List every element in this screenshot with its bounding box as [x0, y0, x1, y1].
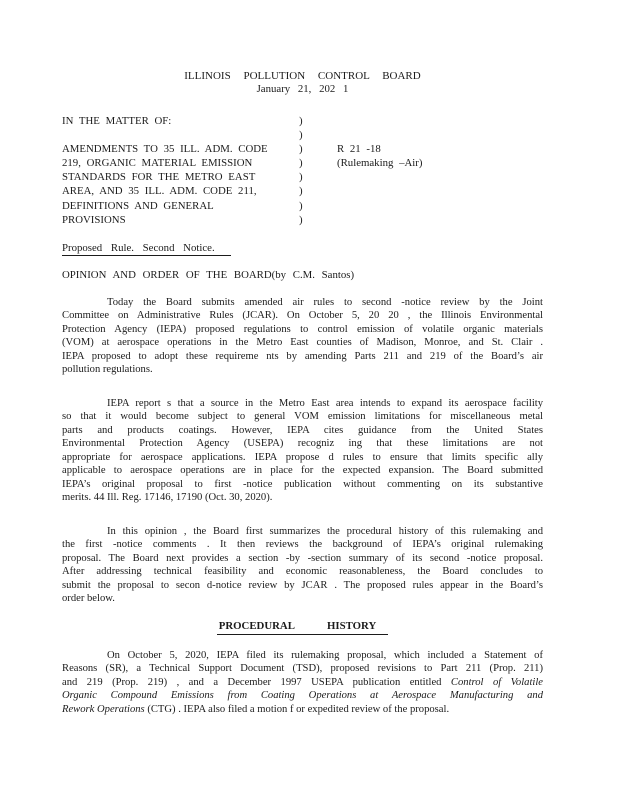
text-segment: submit the proposal to secon d-notice review by JCAR . The proposed rules appear in the Board’s — [62, 579, 543, 591]
intro-paragraphs — [62, 296, 543, 606]
procedural-history-paragraphs — [62, 649, 543, 717]
section-heading: PROCEDURAL HISTORY — [217, 620, 389, 635]
case-caption — [62, 114, 543, 227]
text-segment: proposal. The Board next provides a section -by -section summary of its second -notice proposal. — [62, 552, 543, 564]
notice-type-text: Proposed Rule. Second Notice. — [62, 241, 231, 256]
caption-row — [62, 156, 543, 170]
opinion-order-line: OPINION AND ORDER OF THE BOARD(by C.M. Santos) — [62, 268, 355, 281]
paragraph-line — [62, 323, 543, 337]
paragraph-line — [62, 689, 543, 703]
caption-right-text — [337, 128, 543, 142]
paragraph-line — [62, 662, 543, 676]
text-segment: so that it would become subject to general VOM emission limitations for miscellaneous metal — [62, 411, 543, 423]
paragraph-line — [62, 565, 543, 579]
notice-type-line — [62, 241, 543, 256]
text-segment: the first -notice comments . It then reviews the background of IEPA’s original rulemaking — [62, 539, 543, 551]
section-heading-wrap — [62, 620, 543, 635]
caption-left-text: PROVISIONS — [62, 213, 126, 226]
text-segment: Today the Board submits amended air rules to second -notice review by the Joint — [107, 296, 543, 308]
paragraph — [62, 525, 543, 606]
board-title: ILLINOIS POLLUTION CONTROL BOARD — [184, 70, 421, 82]
text-segment: IEPA report s that a source in the Metro East area intends to expand its aerospace facility — [107, 397, 543, 409]
caption-left-text: STANDARDS FOR THE METRO EAST — [62, 171, 256, 184]
text-segment: applicable to aerospace operations are in place for the expected expansion. The Board submitted — [62, 465, 543, 477]
text-segment: In this opinion , the Board first summarizes the procedural history of this rulemaking and — [107, 525, 543, 537]
text-segment: Committee on Administrative Rules (JCAR). On October 5, 20 20 , the Illinois Environmental — [62, 310, 543, 322]
text-segment: Protection Agency (IEPA) proposed regulations to control emission of volatile organic materials — [62, 323, 543, 335]
caption-paren: ) — [299, 143, 303, 156]
paragraph-line — [62, 491, 543, 505]
paragraph-line — [62, 437, 543, 451]
caption-paren: ) — [299, 199, 303, 212]
text-segment: and 219 (Prop. 219) , and a December 1997 USEPA publication entitled — [62, 676, 451, 688]
caption-row — [62, 128, 543, 142]
paragraph-line — [62, 464, 543, 478]
paragraph-line — [62, 538, 543, 552]
caption-left-text: DEFINITIONS AND GENERAL — [62, 199, 214, 212]
caption-left-text: IN THE MATTER OF: — [62, 115, 172, 127]
document-page — [62, 0, 543, 716]
caption-docket-number: R 21 -18 — [337, 143, 381, 156]
text-segment: merits. 44 Ill. Reg. 17146, 17190 (Oct. 30, 2020). — [62, 492, 273, 504]
caption-row — [62, 142, 543, 156]
paragraph-line — [62, 579, 543, 593]
paragraph-line — [62, 424, 543, 438]
caption-paren: ) — [299, 115, 303, 127]
paragraph-line — [62, 525, 543, 539]
caption-row — [62, 114, 543, 128]
caption-paren: ) — [299, 213, 303, 226]
paragraph-line — [62, 478, 543, 492]
document-date: January 21, 202 1 — [256, 83, 349, 95]
caption-left-text: 219, ORGANIC MATERIAL EMISSION — [62, 157, 253, 170]
paragraph-line — [62, 350, 543, 364]
paragraph-line — [62, 649, 543, 663]
text-segment: appropriate for aerospace applications. IEPA propose d rules to ensure that limits specific ally — [62, 451, 543, 463]
caption-left-text: AREA, AND 35 ILL. ADM. CODE 211, — [62, 185, 257, 198]
italic-text-segment: Organic Compound Emissions from Coating Operations at Aerospace Manufacturing and — [62, 690, 543, 702]
paragraph-line — [62, 397, 543, 411]
caption-row — [62, 213, 543, 227]
text-segment: order below. — [62, 593, 115, 605]
text-segment: On October 5, 2020, IEPA filed its rulemaking proposal, which included a Statement of — [107, 649, 543, 661]
caption-left-text: AMENDMENTS TO 35 ILL. ADM. CODE — [62, 143, 268, 156]
italic-text-segment: Rework Operations — [62, 703, 145, 715]
paragraph — [62, 397, 543, 505]
paragraph-line — [62, 410, 543, 424]
caption-row — [62, 184, 543, 198]
paragraph-line — [62, 296, 543, 310]
paragraph-line — [62, 703, 543, 717]
paragraph-line — [62, 363, 543, 377]
paragraph — [62, 296, 543, 377]
text-segment: (CTG) . IEPA also filed a motion f or expedited review of the proposal. — [144, 703, 450, 715]
text-segment: IEPA’s original proposal to first -notice publication without commenting on its substantive — [62, 478, 543, 490]
paragraph-line — [62, 309, 543, 323]
paragraph-line — [62, 451, 543, 465]
caption-right-text — [337, 170, 543, 184]
caption-paren: ) — [299, 171, 303, 184]
text-segment: parts and products coatings. However, IEPA cites guidance from the United States — [62, 424, 543, 436]
text-segment: pollution regulations. — [62, 364, 153, 376]
paragraph-line — [62, 676, 543, 690]
paragraph — [62, 649, 543, 717]
paragraph-line — [62, 592, 543, 606]
text-segment: After addressing technical feasibility and economic reasonableness, the Board concludes to — [62, 566, 543, 578]
text-segment: Environmental Protection Agency (USEPA) recogniz ing that these limitations are not — [62, 438, 543, 450]
text-segment: IEPA proposed to adopt these requireme nts by amending Parts 211 and 219 of the Board’s air — [62, 350, 543, 362]
caption-right-text — [337, 184, 543, 198]
text-segment: Reasons (SR), a Technical Support Document (TSD), proposed revisions to Part 211 (Prop. 211) — [62, 663, 543, 675]
text-segment: (VOM) at aerospace operations in the Metro East counties of Madison, Monroe, and St. Clair . — [62, 337, 543, 349]
caption-right-text — [337, 213, 543, 227]
paragraph-line — [62, 552, 543, 566]
caption-right-text — [337, 114, 543, 128]
caption-left-text — [62, 128, 299, 142]
caption-right-text — [337, 199, 543, 213]
italic-text-segment: Control of Volatile — [450, 676, 543, 688]
caption-paren: ) — [299, 129, 303, 142]
caption-row — [62, 170, 543, 184]
caption-rulemaking-type: (Rulemaking –Air) — [337, 157, 423, 170]
paragraph-line — [62, 336, 543, 350]
caption-row — [62, 199, 543, 213]
caption-paren: ) — [299, 185, 303, 198]
caption-paren: ) — [299, 157, 303, 170]
